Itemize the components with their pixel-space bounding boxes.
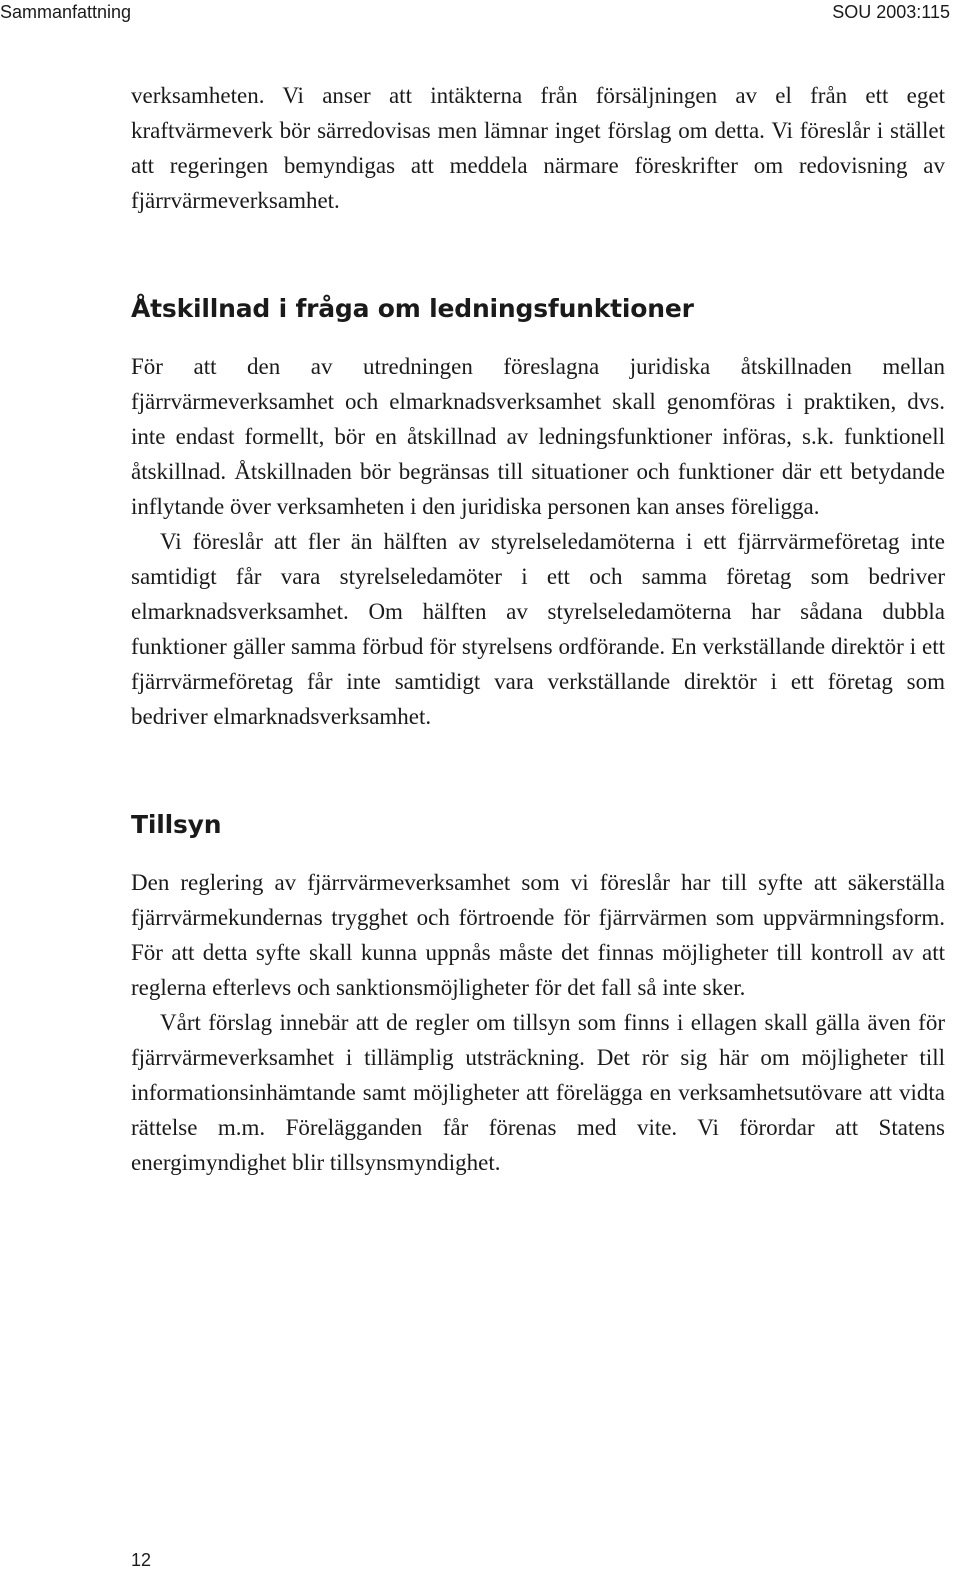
page-number: 12 xyxy=(131,1550,152,1570)
section-heading-supervision: Tillsyn xyxy=(131,810,222,839)
section-heading-management-separation: Åtskillnad i fråga om ledningsfunktioner xyxy=(131,294,694,323)
intro-paragraph: verksamheten. Vi anser att intäkterna från försäljningen av el från ett eget kraftvärmeverk bör särredovisas men lämnar inget förslag om detta. Vi föreslår i stället att regeringen bemyndigas att meddela närmare föreskrifter om redovisning av fjärrvärmeverksamhet. xyxy=(131,83,945,213)
running-header xyxy=(0,0,960,24)
body-paragraph: Vårt förslag innebär att de regler om tillsyn som finns i ellagen skall gälla även för fjärrvärmeverksamhet i tillämplig utsträckning. Det rör sig här om möjligheter till informationsinhämtande samt möjligheter att förelägga en verksamhetsutövare att vidta rättelse m.m. Förelägganden får förenas med vite. Vi förordar att Statens energimyndighet blir tillsynsmyndighet. xyxy=(131,1010,945,1175)
header-report-id: SOU 2003:115 xyxy=(832,2,950,22)
header-section-title: Sammanfattning xyxy=(0,2,132,22)
body-paragraph: Vi föreslår att fler än hälften av styrelseledamöterna i ett fjärrvärmeföretag inte samtidigt får vara styrelseledamöter i ett och samma företag som bedriver elmarknadsverksamhet. Om hälften av styrelseledamöterna har sådana dubbla funktioner gäller samma förbud för styrelsens ordförande. En verkställande direktör i ett fjärrvärmeföretag får inte samtidigt vara verkställande direktör i ett företag som bedriver elmarknadsverksamhet. xyxy=(131,529,945,729)
body-paragraph: Den reglering av fjärrvärmeverksamhet som vi föreslår har till syfte att säkerställa fjärrvärmekundernas trygghet och förtroende för fjärrvärmen som uppvärmningsform. För att detta syfte skall kunna uppnås måste det finnas möjligheter till kontroll av att reglerna efterlevs och sanktionsmöjligheter för det fall så inte sker. xyxy=(131,870,945,1000)
page-body xyxy=(131,78,945,1180)
body-paragraph: För att den av utredningen föreslagna juridiska åtskillnaden mellan fjärrvärmeverksamhet och elmarknadsverksamhet skall genomföras i praktiken, dvs. inte endast formellt, bör en åtskillnad av ledningsfunktioner införas, s.k. funktionell åtskillnad. Åtskillnaden bör begränsas till situationer och funktioner där ett betydande inflytande över verksamheten i den juridiska personen kan anses föreligga. xyxy=(131,354,945,519)
